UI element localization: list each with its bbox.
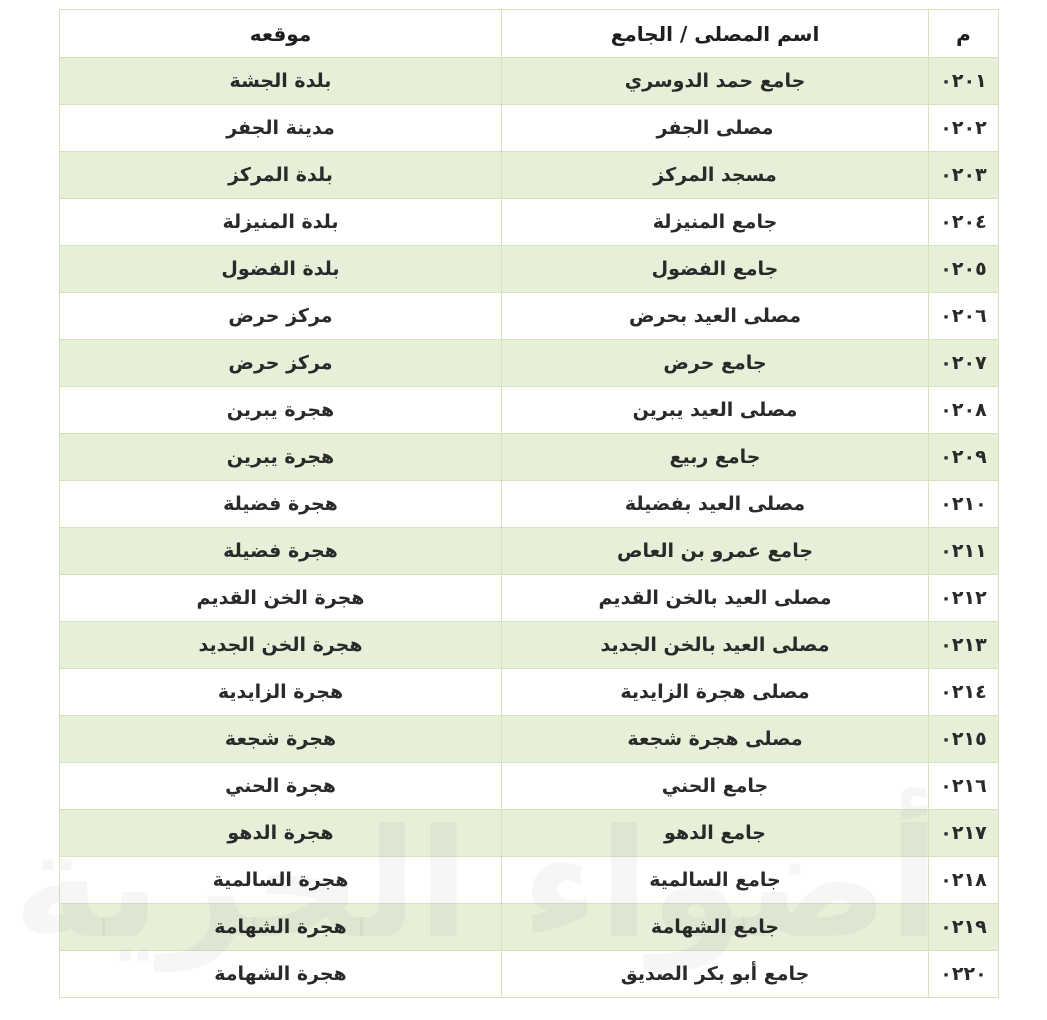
table-body xyxy=(60,58,999,998)
row-name: مصلى العيد بفضيلة xyxy=(502,481,929,528)
header-row xyxy=(60,10,999,58)
row-name: جامع الشهامة xyxy=(502,904,929,951)
table-row xyxy=(60,387,999,434)
table-row xyxy=(60,199,999,246)
row-location: هجرة الخن القديم xyxy=(60,575,502,622)
row-number: ٠٢١٦ xyxy=(929,763,999,810)
row-number: ٠٢٠٣ xyxy=(929,152,999,199)
row-location: هجرة السالمية xyxy=(60,857,502,904)
row-name: مصلى هجرة شجعة xyxy=(502,716,929,763)
row-number: ٠٢٠٩ xyxy=(929,434,999,481)
table-row xyxy=(60,246,999,293)
row-number: ٠٢١٢ xyxy=(929,575,999,622)
row-location: مركز حرض xyxy=(60,293,502,340)
table-row xyxy=(60,716,999,763)
row-name: مسجد المركز xyxy=(502,152,929,199)
header-location: موقعه xyxy=(60,10,502,58)
row-number: ٠٢١٣ xyxy=(929,622,999,669)
row-name: مصلى العيد بالخن القديم xyxy=(502,575,929,622)
row-location: هجرة الزايدية xyxy=(60,669,502,716)
table-row xyxy=(60,293,999,340)
row-location: بلدة المنيزلة xyxy=(60,199,502,246)
row-location: هجرة فضيلة xyxy=(60,528,502,575)
row-number: ٠٢١٥ xyxy=(929,716,999,763)
row-number: ٠٢٠٥ xyxy=(929,246,999,293)
row-location: هجرة الشهامة xyxy=(60,904,502,951)
row-location: بلدة المركز xyxy=(60,152,502,199)
table-row xyxy=(60,669,999,716)
row-number: ٠٢١٤ xyxy=(929,669,999,716)
table-row xyxy=(60,763,999,810)
table-row xyxy=(60,481,999,528)
row-location: هجرة يبرين xyxy=(60,387,502,434)
row-location: هجرة الدهو xyxy=(60,810,502,857)
row-number: ٠٢٠٤ xyxy=(929,199,999,246)
row-number: ٠٢١٠ xyxy=(929,481,999,528)
row-number: ٠٢٢٠ xyxy=(929,951,999,998)
table-row xyxy=(60,58,999,105)
table-row xyxy=(60,951,999,998)
table-row xyxy=(60,105,999,152)
row-name: جامع عمرو بن العاص xyxy=(502,528,929,575)
table-row xyxy=(60,810,999,857)
row-number: ٠٢٠١ xyxy=(929,58,999,105)
row-name: مصلى العيد بالخن الجديد xyxy=(502,622,929,669)
row-location: مركز حرض xyxy=(60,340,502,387)
row-name: جامع ربيع xyxy=(502,434,929,481)
row-name: جامع الحني xyxy=(502,763,929,810)
header-name: اسم المصلى / الجامع xyxy=(502,10,929,58)
row-name: مصلى العيد بحرض xyxy=(502,293,929,340)
table-row xyxy=(60,904,999,951)
row-name: جامع حمد الدوسري xyxy=(502,58,929,105)
row-name: جامع أبو بكر الصديق xyxy=(502,951,929,998)
row-location: هجرة الخن الجديد xyxy=(60,622,502,669)
row-name: جامع حرض xyxy=(502,340,929,387)
row-name: مصلى الجفر xyxy=(502,105,929,152)
row-location: هجرة فضيلة xyxy=(60,481,502,528)
row-location: هجرة يبرين xyxy=(60,434,502,481)
header-number: م xyxy=(929,10,999,58)
row-number: ٠٢١٧ xyxy=(929,810,999,857)
mosques-table xyxy=(59,9,999,998)
table-row xyxy=(60,528,999,575)
row-name: جامع السالمية xyxy=(502,857,929,904)
row-name: جامع الفضول xyxy=(502,246,929,293)
table-row xyxy=(60,434,999,481)
row-number: ٠٢٠٦ xyxy=(929,293,999,340)
row-number: ٠٢١٩ xyxy=(929,904,999,951)
row-location: هجرة شجعة xyxy=(60,716,502,763)
table-row xyxy=(60,152,999,199)
row-name: جامع الدهو xyxy=(502,810,929,857)
row-number: ٠٢١١ xyxy=(929,528,999,575)
row-location: هجرة الحني xyxy=(60,763,502,810)
table-row xyxy=(60,857,999,904)
table-header xyxy=(60,10,999,58)
table-row xyxy=(60,622,999,669)
row-number: ٠٢٠٨ xyxy=(929,387,999,434)
row-number: ٠٢٠٧ xyxy=(929,340,999,387)
row-location: بلدة الجشة xyxy=(60,58,502,105)
row-location: مدينة الجفر xyxy=(60,105,502,152)
row-name: جامع المنيزلة xyxy=(502,199,929,246)
row-name: مصلى هجرة الزايدية xyxy=(502,669,929,716)
row-number: ٠٢١٨ xyxy=(929,857,999,904)
row-name: مصلى العيد يبرين xyxy=(502,387,929,434)
row-location: بلدة الفضول xyxy=(60,246,502,293)
row-number: ٠٢٠٢ xyxy=(929,105,999,152)
table-row xyxy=(60,575,999,622)
row-location: هجرة الشهامة xyxy=(60,951,502,998)
table-row xyxy=(60,340,999,387)
